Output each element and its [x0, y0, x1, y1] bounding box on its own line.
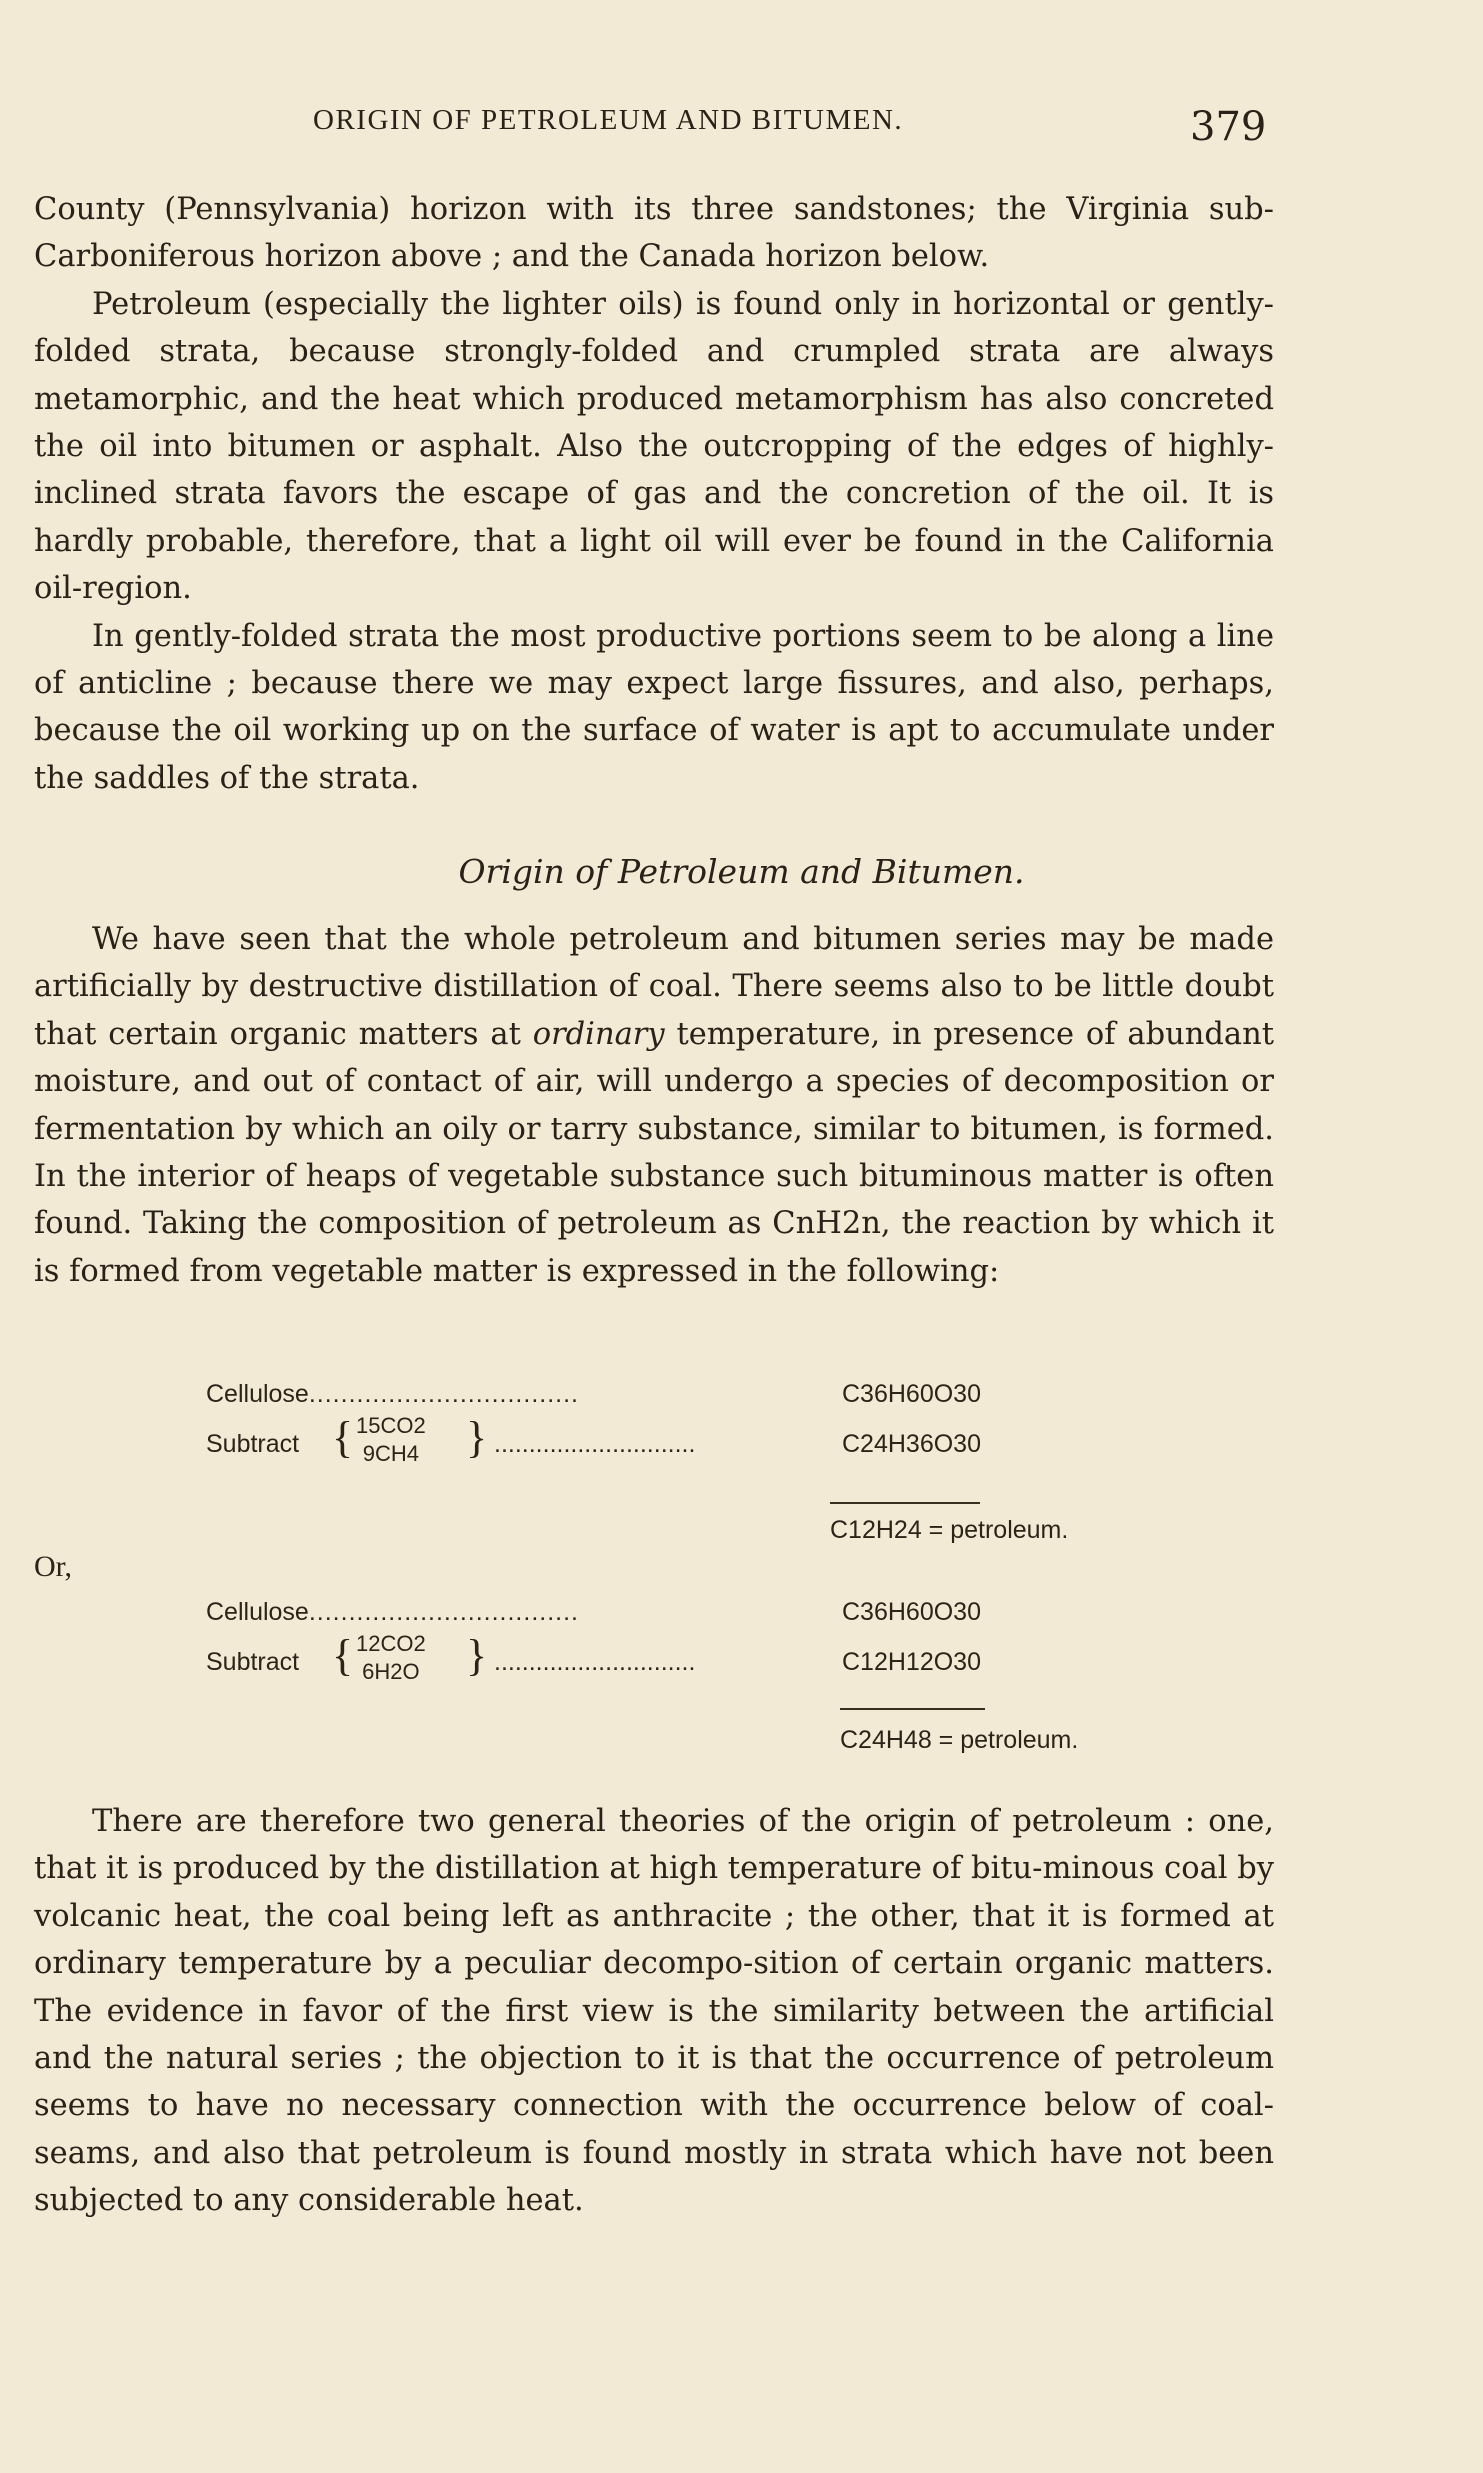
eq1-dots-1: .................................. [308, 1380, 580, 1408]
eq1-rule [830, 1502, 980, 1504]
eq1-right-brace: } [466, 1413, 488, 1462]
paragraph-petroleum-strata: Petroleum (especially the lighter oils) is found only in horizontal or gently-folded strata, because strongly-folded and crumpled strata are always metamorphic, and the heat which produced metamorphism has also concreted the oil into bitumen or asphalt. Also the outcropping of the edges of highly-inclined strata favors the escape of gas and the concretion of the oil. It is hardly probable, therefore, that a light oil will ever be found in the California oil-region. [34, 286, 1274, 607]
text-block-top [34, 186, 1274, 802]
eq2-result: C24H48 = petroleum. [840, 1726, 1079, 1754]
eq2-cellulose-label: Cellulose [206, 1598, 309, 1626]
eq2-rule [840, 1708, 985, 1710]
eq2-left-brace: { [332, 1631, 354, 1680]
page-number: 379 [1190, 104, 1267, 150]
eq1-left-brace: { [332, 1413, 354, 1462]
para4-text-a: We have seen that the whole petroleum and bitumen series may be made artificially by destructive distillation of coal. There seems also to be little doubt that certain organic matters at [34, 922, 1274, 1052]
text-block-bottom [34, 1798, 1274, 2225]
eq1-subtract-terms [356, 1412, 426, 1468]
eq2-dots-2: ............................. [494, 1648, 696, 1676]
eq1-term-co2: 15CO2 [356, 1413, 426, 1438]
eq1-term-ch4: 9CH4 [362, 1441, 419, 1466]
eq2-cellulose-formula: C36H60O30 [842, 1598, 981, 1626]
paragraph-anticline: In gently-folded strata the most productive portions seem to be along a line of anticline ; because there we may expect large fissures, and also, perhaps, because the oil working up on the surface of water is apt to accumulate under the saddles of the strata. [34, 618, 1274, 796]
paragraph-artificial-petroleum [34, 916, 1274, 1295]
eq1-cellulose-formula: C36H60O30 [842, 1380, 981, 1408]
eq1-dots-2: ............................. [494, 1430, 696, 1458]
eq2-subtract-terms [356, 1630, 426, 1686]
eq2-term-co2: 12CO2 [356, 1631, 426, 1656]
eq2-term-h2o: 6H2O [362, 1659, 420, 1684]
para4-text-c: the reaction by which it is formed from vegetable matter is expressed in the following: [34, 1206, 1274, 1289]
para4-text-b: temperature, in presence of abundant moisture, and out of contact of air, will undergo a species of decomposition or fermentation by which an oily or tarry substance, similar to bitumen, is formed. In the interior of heaps of vegetable substance such bituminous matter is often found. Taking the composition of petroleum as [34, 1016, 1274, 1242]
eq2-remainder-formula: C12H12O30 [842, 1648, 981, 1676]
eq1-subtract-label: Subtract [206, 1430, 300, 1458]
eq2-dots-1: .................................. [308, 1598, 580, 1626]
petroleum-formula: CnH2n, [772, 1206, 891, 1242]
text-block-middle [34, 916, 1274, 1295]
running-head: ORIGIN OF PETROLEUM AND BITUMEN. [313, 104, 904, 136]
or-label: Or, [34, 1550, 72, 1583]
paragraph-two-theories: There are therefore two general theories of the origin of petroleum : one, that it is produced by the distillation at high temperature of bitu-minous coal by volcanic heat, the coal being left as anthracite ; the other, that it is formed at ordinary temperature by a peculiar decompo-sition of certain organic matters. The evidence in favor of the first view is the similarity between the artificial and the natural series ; the objection to it is that the occurrence of petroleum seems to have no necessary connection with the occurrence below of coal-seams, and also that petroleum is found mostly in strata which have not been subjected to any considerable heat. [34, 1804, 1274, 2219]
eq1-result: C12H24 = petroleum. [830, 1516, 1069, 1544]
page-header [0, 104, 1483, 154]
eq2-row1 [206, 1598, 579, 1627]
eq1-row1 [206, 1380, 579, 1409]
eq1-remainder-formula: C24H36O30 [842, 1430, 981, 1458]
para4-emphasis: ordinary [532, 1016, 665, 1052]
eq2-subtract-label: Subtract [206, 1648, 300, 1676]
eq2-right-brace: } [466, 1631, 488, 1680]
paragraph-continued: County (Pennsylvania) horizon with its three sandstones; the Virginia sub-Carboniferous horizon above ; and the Canada horizon below. [34, 192, 1274, 275]
section-heading: Origin of Petroleum and Bitumen. [458, 852, 1025, 891]
eq1-cellulose-label: Cellulose [206, 1380, 309, 1408]
